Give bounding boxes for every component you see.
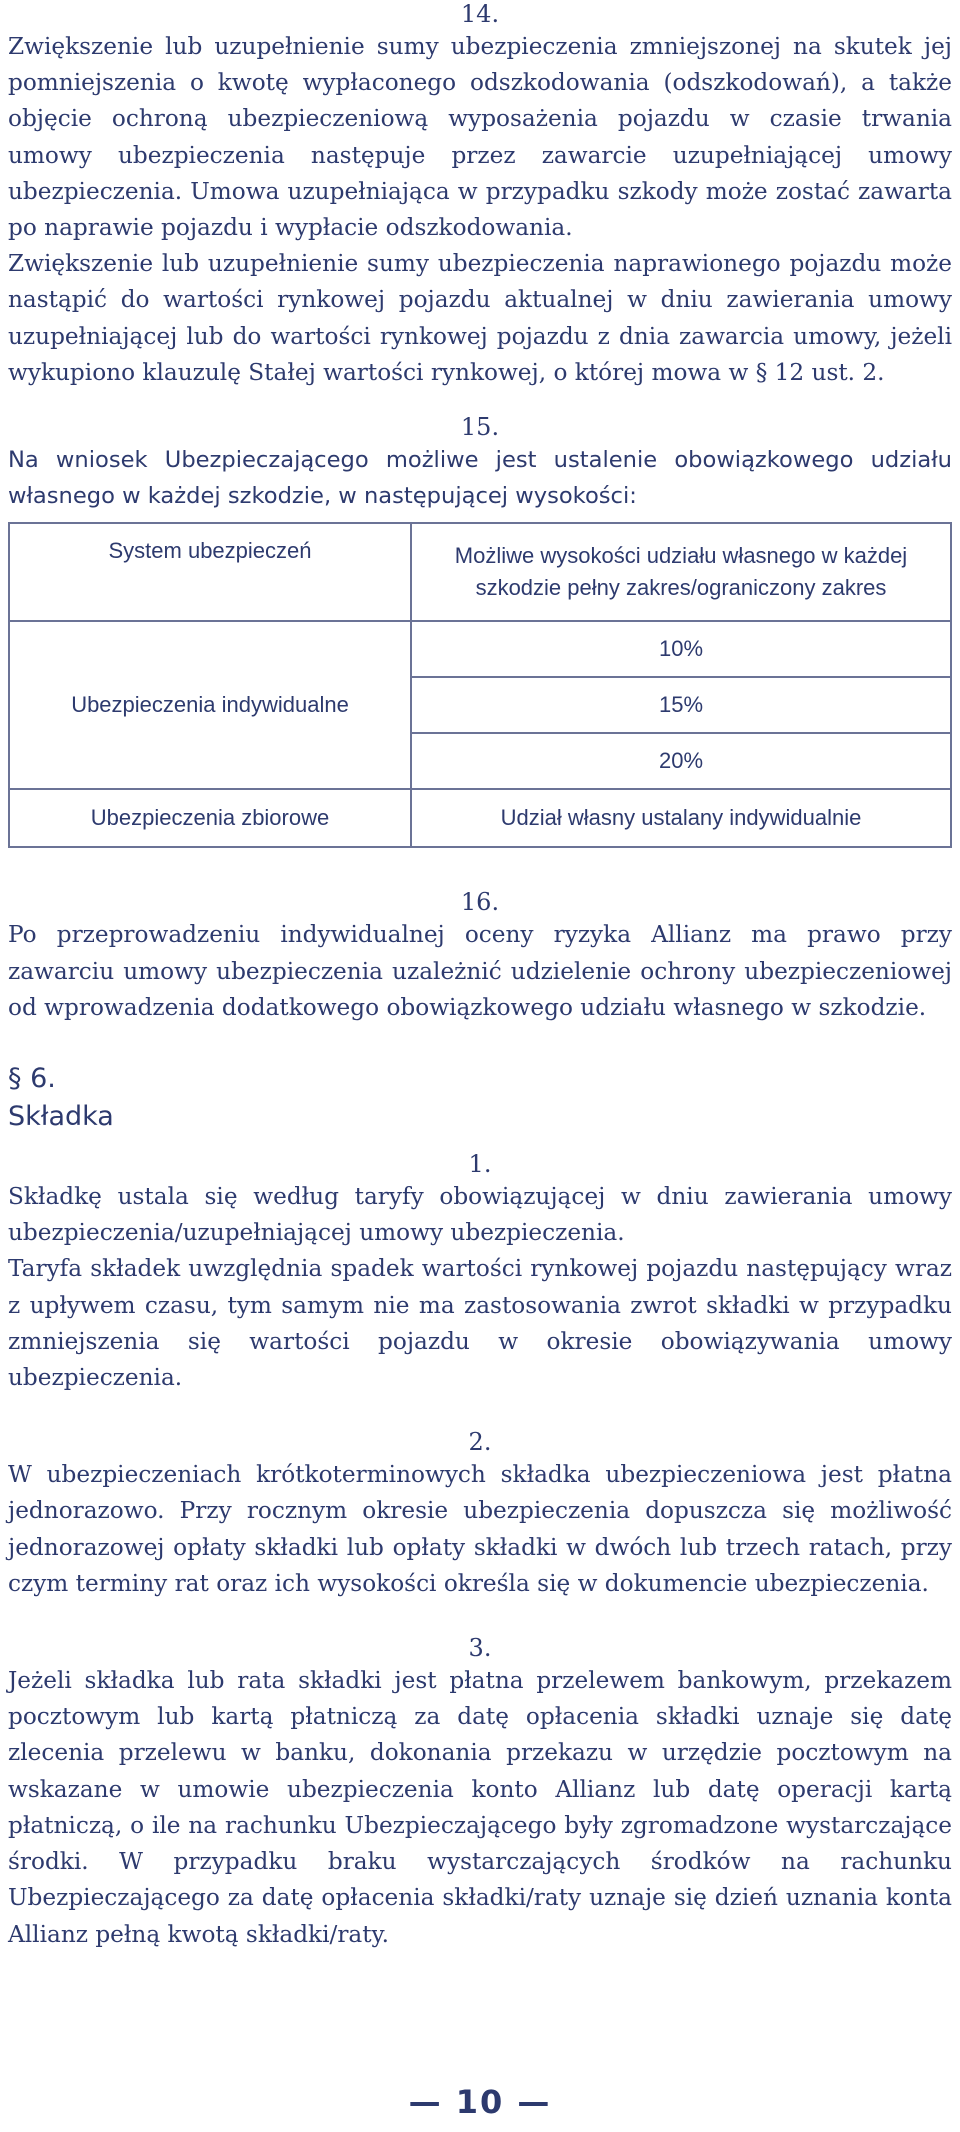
paragraph-symbol: § 6. [8, 1063, 56, 1095]
point-number: 2. [468, 1428, 492, 1457]
table-cell: Ubezpieczenia zbiorowe [9, 789, 411, 847]
table-header-cell: System ubezpieczeń [9, 523, 411, 621]
section-15 [8, 413, 952, 848]
paragraph: Składkę ustala się według taryfy obowiązującej w dniu zawierania umowy ubezpieczenia/uzupełniającej umowy ubezpieczenia. [8, 1183, 952, 1247]
section-16 [8, 888, 952, 1026]
table-row [9, 789, 951, 847]
point-1 [8, 1150, 952, 1396]
table-cell: 20% [411, 733, 951, 789]
section-number: 16. [460, 888, 500, 917]
paragraph: Jeżeli składka lub rata składki jest płatna przelewem bankowym, przekazem pocztowym lub kartą płatniczą za datę opłacenia składki uznaje się datę zlecenia przelewu w banku, dokonania przekazu w urzędzie pocztowym na wskazane w umowie ubezpieczenia konto Allianz lub datę operacji kartą płatniczą, o ile na rachunku Ubezpieczającego były zgromadzone wystarczające środki. W przypadku braku wystarczających środków na rachunku Ubezpieczającego za datę opłacenia składki/raty uznaje się dzień uznania konta Allianz pełną kwotą składki/raty. [8, 1667, 952, 1948]
table-cell: Udział własny ustalany indywidualnie [411, 789, 951, 847]
table-header-row [9, 523, 951, 621]
section-number: 15. [460, 413, 500, 442]
paragraph: Zwiększenie lub uzupełnienie sumy ubezpieczenia naprawionego pojazdu może nastąpić do wartości rynkowej pojazdu aktualnej w dniu zawierania umowy uzupełniającej lub do wartości rynkowej pojazdu z dnia zawarcia umowy, jeżeli wykupiono klauzulę Stałej wartości rynkowej, o której mowa w § 12 ust. 2. [8, 250, 952, 386]
table-cell: Ubezpieczenia indywidualne [9, 621, 411, 789]
deductible-table [8, 522, 952, 848]
point-number: 1. [468, 1150, 492, 1179]
paragraph: Taryfa składek uwzględnia spadek wartości rynkowej pojazdu następujący wraz z upływem czasu, tym samym nie ma zastosowania zwrot składki w przypadku zmniejszenia się wartości pojazdu w okresie obowiązywania umowy ubezpieczenia. [8, 1255, 952, 1392]
table-row [9, 621, 951, 677]
paragraph: W ubezpieczeniach krótkoterminowych składka ubezpieczeniowa jest płatna jednorazowo. Przy rocznym okresie ubezpieczenia dopuszcza się możliwość jednorazowej opłaty składki lub opłaty składki w dwóch lub trzech ratach, przy czym terminy rat oraz ich wysokości określa się w dokumencie ubezpieczenia. [8, 1461, 952, 1597]
paragraph: Na wniosek Ubezpieczającego możliwe jest ustalenie obowiązkowego udziału własnego w każdej szkodzie, w następującej wysokości: [8, 447, 952, 510]
table-cell: 15% [411, 677, 951, 733]
paragraph: Zwiększenie lub uzupełnienie sumy ubezpieczenia zmniejszonej na skutek jej pomniejszenia o kwotę wypłaconego odszkodowania (odszkodowań), a także objęcie ochroną ubezpieczeniową wyposażenia pojazdu w czasie trwania umowy ubezpieczenia następuje przez zawarcie uzupełniającej umowy ubezpieczenia. Umowa uzupełniająca w przypadku szkody może zostać zawarta po naprawie pojazdu i wypłacie odszkodowania. [8, 33, 952, 242]
table-header-cell: Możliwe wysokości udziału własnego w każdej szkodzie pełny zakres/ograniczony zakres [411, 523, 951, 621]
section-number: 14. [460, 0, 500, 28]
point-2 [8, 1428, 952, 1602]
point-number: 3. [468, 1634, 492, 1663]
section-14 [8, 0, 952, 391]
paragraph-6 [8, 1060, 952, 1953]
paragraph-title: Składka [8, 1101, 114, 1133]
paragraph: Po przeprowadzeniu indywidualnej oceny ryzyka Allianz ma prawo przy zawarciu umowy ubezpieczenia uzależnić udzielenie ochrony ubezpieczeniowej od wprowadzenia dodatkowego obowiązkowego udziału własnego w szkodzie. [8, 921, 952, 1021]
document-page [8, 0, 952, 1953]
table-cell: 10% [411, 621, 951, 677]
page-number: — 10 — [408, 2083, 552, 2121]
point-3 [8, 1634, 952, 1953]
